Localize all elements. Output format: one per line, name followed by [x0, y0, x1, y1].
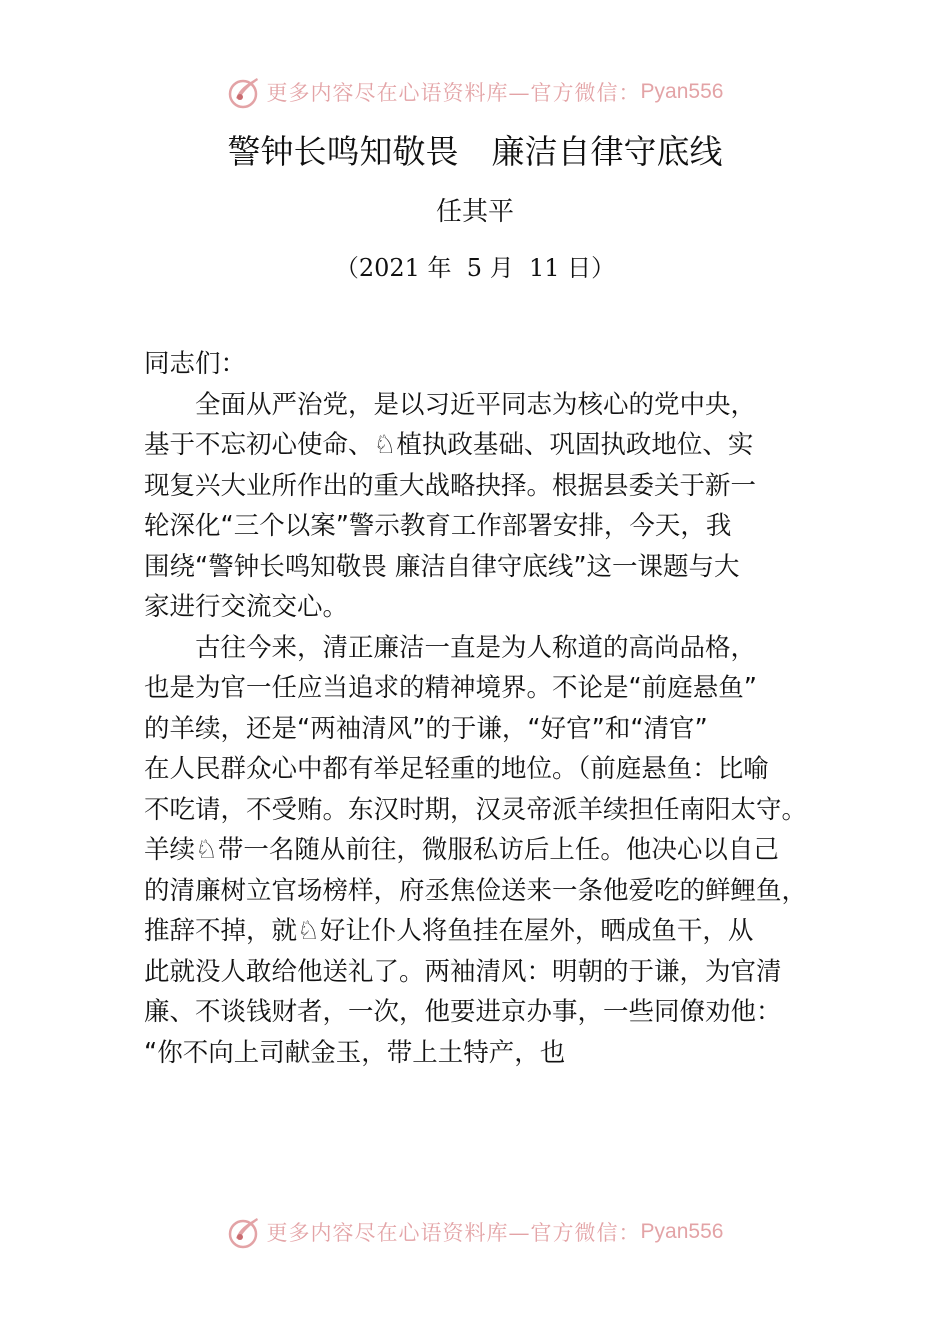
body-line: 也是为官一任应当追求的精神境界。不论是“前庭悬鱼” [144, 673, 757, 703]
body-line: 同志们： [144, 349, 247, 379]
body-line: 围绕“警钟长鸣知敬畏 廉洁自律守底线”这一课题与大 [144, 551, 740, 582]
body-line: 廉、不谈钱财者，一次，他要进京办事，一些同僚劝他： [144, 997, 782, 1027]
document-author: 任其平 [435, 197, 514, 227]
header-watermark [0, 72, 950, 112]
body-line: 的羊续，还是“两袖清风”的于谦，“好官”和“清官” [144, 713, 708, 744]
body-line: 推辞不掉，就♘好让仆人将鱼挂在屋外，晒成鱼干，从 [144, 916, 754, 946]
footer-watermark [0, 1212, 950, 1252]
document-title: 警钟长鸣知敬畏 廉洁自律守底线 [227, 132, 723, 171]
body-line: 现复兴大业所作出的重大战略抉择。根据县委关于新一 [144, 470, 757, 501]
body-line: 基于不忘初心使命、♘植执政基础、巩固执政地位、实 [144, 430, 754, 460]
watermark-text: 更多内容尽在心语资料库—官方微信： [266, 1221, 641, 1245]
body-line: 轮深化“三个以案”警示教育工作部署安排，今天，我 [144, 511, 732, 541]
body-line: 在人民群众心中都有举足轻重的地位。（前庭悬鱼：比喻 [144, 754, 769, 784]
body-line: 的清廉树立官场榜样，府丞焦俭送来一条他爱吃的鲜鲤鱼， [144, 875, 808, 906]
body-line: 家进行交流交心。 [144, 592, 349, 622]
body-line: “你不向上司献金玉，带上土特产，也 [144, 1037, 566, 1068]
body-line: 古往今来，清正廉洁一直是为人称道的高尚品格， [144, 632, 757, 663]
logo-icon [227, 74, 263, 110]
document-date: （2021 年 5 月 11 日） [334, 254, 616, 282]
body-line: 此就没人敢给他送礼了。两袖清风：明朝的于谦，为官清 [144, 956, 782, 987]
body-line: 全面从严治党，是以习近平同志为核心的党中央， [144, 389, 757, 420]
document-body [144, 344, 844, 1073]
body-line: 不吃请，不受贿。东汉时期，汉灵帝派羊续担任南阳太守。 [144, 794, 808, 825]
watermark-text: 更多内容尽在心语资料库—官方微信： [266, 81, 641, 105]
body-line: 羊续♘带一名随从前往，微服私访后上任。他决心以自己 [144, 835, 779, 865]
logo-icon [227, 1214, 263, 1250]
watermark-handle: Pyan556 [640, 80, 724, 103]
watermark-handle: Pyan556 [640, 1220, 724, 1243]
